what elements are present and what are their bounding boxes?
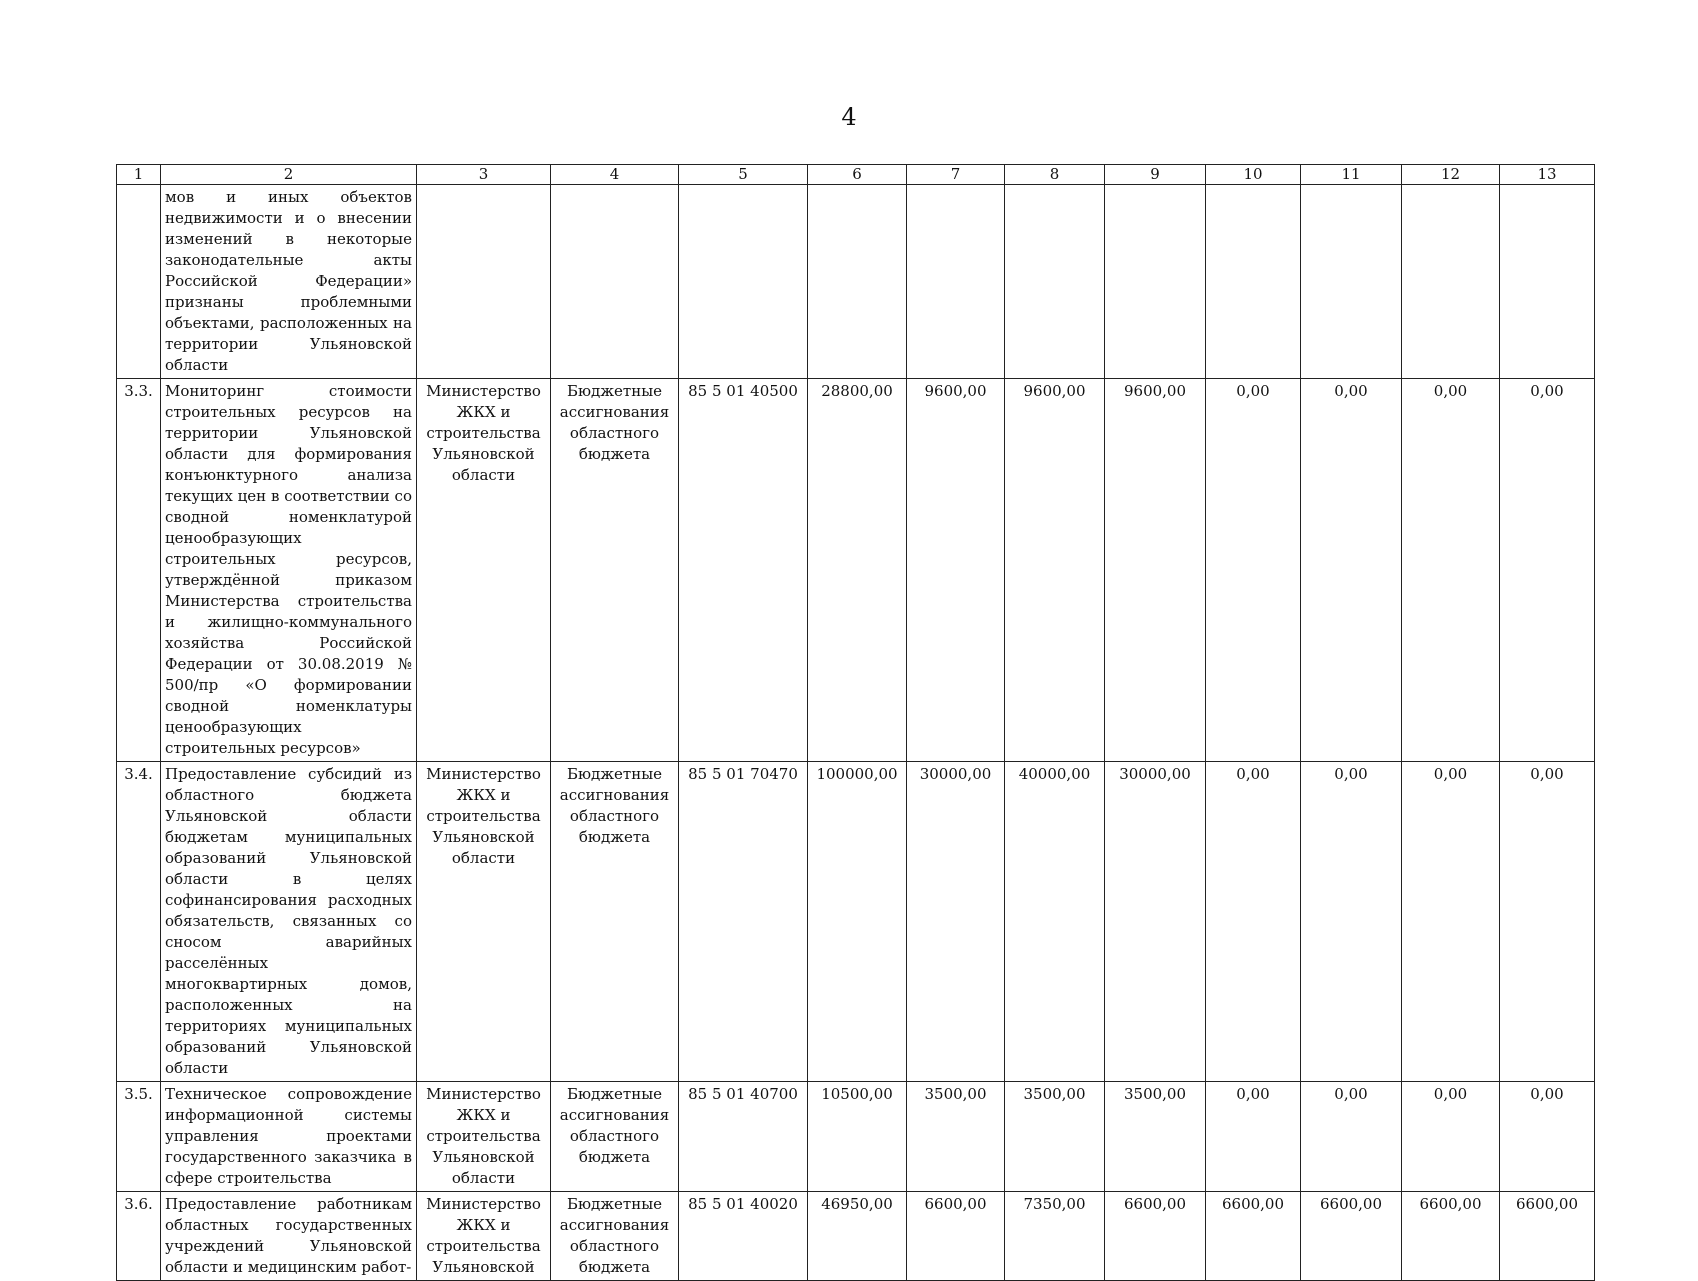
row-description: Предоставление субсидий из областного бюджета Ульяновской области бюджетам муниципальных образований Ульяновской области в целях софинансирования расходных обязательств, связанных со сносом аварийных расселённых многоквартирных домов, расположенных на территориях муниципальных образований Ульяновской области: [161, 762, 417, 1082]
table-header-row: [117, 165, 1595, 185]
row-year-amount: 6600,00: [1105, 1192, 1206, 1281]
row-year-amount: 0,00: [1206, 379, 1301, 762]
row-year-amount: 6600,00: [1301, 1192, 1402, 1281]
table-row: [117, 762, 1595, 1082]
empty-cell: [1206, 185, 1301, 379]
row-budget-code: 85 5 01 40700: [679, 1082, 808, 1192]
row-year-amount: 0,00: [1402, 379, 1500, 762]
column-header: 12: [1402, 165, 1500, 185]
row-year-amount: 3500,00: [1105, 1082, 1206, 1192]
empty-cell: [1005, 185, 1105, 379]
row-number: 3.3.: [117, 379, 161, 762]
empty-cell: [808, 185, 907, 379]
empty-cell: [1301, 185, 1402, 379]
column-header: 6: [808, 165, 907, 185]
column-header: 4: [551, 165, 679, 185]
row-year-amount: 3500,00: [1005, 1082, 1105, 1192]
row-year-amount: 0,00: [1500, 762, 1595, 1082]
row-number: 3.4.: [117, 762, 161, 1082]
table-row-continuation: [117, 185, 1595, 379]
row-year-amount: 0,00: [1301, 1082, 1402, 1192]
row-year-amount: 30000,00: [1105, 762, 1206, 1082]
empty-cell: [907, 185, 1005, 379]
table-row: [117, 1192, 1595, 1281]
row-total: 46950,00: [808, 1192, 907, 1281]
row-budget-code: 85 5 01 40500: [679, 379, 808, 762]
row-budget-code: 85 5 01 70470: [679, 762, 808, 1082]
column-header: 3: [417, 165, 551, 185]
row-funding-source: Бюджетные ассигнования областного бюджета: [551, 762, 679, 1082]
column-header: 8: [1005, 165, 1105, 185]
row-executor: Министерство ЖКХ и строительства Ульяновской области: [417, 1082, 551, 1192]
row-year-amount: 0,00: [1402, 762, 1500, 1082]
column-header: 11: [1301, 165, 1402, 185]
row-year-amount: 0,00: [1206, 1082, 1301, 1192]
row-year-amount: 6600,00: [1206, 1192, 1301, 1281]
row-year-amount: 0,00: [1500, 1082, 1595, 1192]
empty-cell: [679, 185, 808, 379]
row-year-amount: 0,00: [1301, 762, 1402, 1082]
row-year-amount: 0,00: [1402, 1082, 1500, 1192]
row-total: 28800,00: [808, 379, 907, 762]
row-executor: Министерство ЖКХ и строительства Ульяновской области: [417, 762, 551, 1082]
row-description: Техническое сопровождение информационной системы управления проектами государственного заказчика в сфере строительства: [161, 1082, 417, 1192]
row-number: [117, 185, 161, 379]
row-year-amount: 0,00: [1206, 762, 1301, 1082]
row-year-amount: 6600,00: [1500, 1192, 1595, 1281]
row-year-amount: 30000,00: [907, 762, 1005, 1082]
column-header: 10: [1206, 165, 1301, 185]
table-row: [117, 1082, 1595, 1192]
row-executor: Министерство ЖКХ и строительства Ульяновской: [417, 1192, 551, 1281]
row-year-amount: 9600,00: [907, 379, 1005, 762]
row-year-amount: 0,00: [1301, 379, 1402, 762]
table-row: [117, 379, 1595, 762]
empty-cell: [1500, 185, 1595, 379]
row-funding-source: Бюджетные ассигнования областного бюджета: [551, 379, 679, 762]
empty-cell: [551, 185, 679, 379]
empty-cell: [1105, 185, 1206, 379]
row-year-amount: 9600,00: [1105, 379, 1206, 762]
row-budget-code: 85 5 01 40020: [679, 1192, 808, 1281]
row-number: 3.5.: [117, 1082, 161, 1192]
page-number: 4: [841, 103, 857, 131]
column-header: 5: [679, 165, 808, 185]
budget-table: [116, 164, 1595, 1281]
column-header: 13: [1500, 165, 1595, 185]
row-year-amount: 9600,00: [1005, 379, 1105, 762]
empty-cell: [1402, 185, 1500, 379]
column-header: 2: [161, 165, 417, 185]
row-year-amount: 6600,00: [907, 1192, 1005, 1281]
row-funding-source: Бюджетные ассигнования областного бюджета: [551, 1082, 679, 1192]
row-year-amount: 3500,00: [907, 1082, 1005, 1192]
row-year-amount: 6600,00: [1402, 1192, 1500, 1281]
empty-cell: [417, 185, 551, 379]
row-description: Предоставление работникам областных государственных учреждений Ульяновской области и медицинским работ-: [161, 1192, 417, 1281]
row-total: 100000,00: [808, 762, 907, 1082]
row-total: 10500,00: [808, 1082, 907, 1192]
row-description: Мониторинг стоимости строительных ресурсов на территории Ульяновской области для формирования конъюнктурного анализа текущих цен в соответствии со сводной номенклатурой ценообразующих строительных ресурсов, утверждённой приказом Министерства строительства и жилищно-коммунального хозяйства Российской Федерации от 30.08.2019 № 500/пр «О формировании сводной номенклатуры ценообразующих строительных ресурсов»: [161, 379, 417, 762]
row-year-amount: 40000,00: [1005, 762, 1105, 1082]
row-funding-source: Бюджетные ассигнования областного бюджета: [551, 1192, 679, 1281]
column-header: 9: [1105, 165, 1206, 185]
row-number: 3.6.: [117, 1192, 161, 1281]
column-header: 7: [907, 165, 1005, 185]
row-year-amount: 7350,00: [1005, 1192, 1105, 1281]
column-header: 1: [117, 165, 161, 185]
row-year-amount: 0,00: [1500, 379, 1595, 762]
row-description: мов и иных объектов недвижимости и о внесении изменений в некоторые законодательные акты Российской Федерации» признаны проблемными объектами, расположенных на территории Ульяновской области: [161, 185, 417, 379]
row-executor: Министерство ЖКХ и строительства Ульяновской области: [417, 379, 551, 762]
